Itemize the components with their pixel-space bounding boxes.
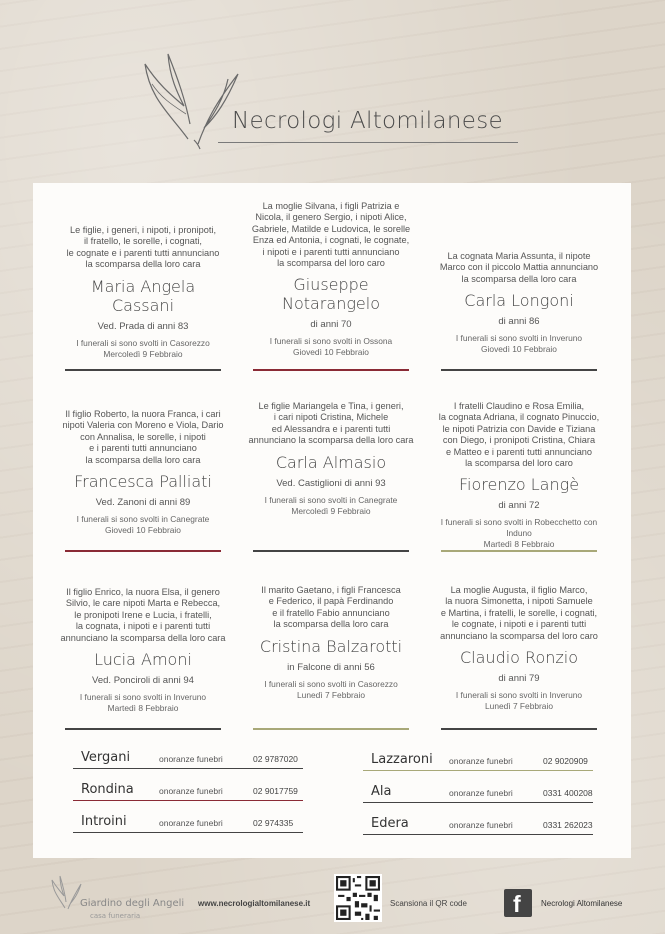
funeral-line: I funerali si sono svolti in Inveruno (455, 690, 583, 701)
page-title: Necrologi Altomilanese (232, 108, 503, 134)
funeral-info (57, 692, 229, 714)
funeral-line: I funerali si sono svolti in Inveruno (455, 333, 583, 344)
angel-logo-icon (50, 874, 82, 912)
deceased-name (433, 475, 605, 494)
obituary-card (433, 251, 605, 355)
logo-subtitle: casa funeraria (90, 912, 141, 920)
directory-divider (73, 832, 303, 834)
obituary-intro (245, 401, 417, 447)
name-line: Maria Angela (90, 276, 196, 296)
deceased-name (57, 277, 229, 315)
funeral-line: I funerali si sono svolti in Casorezzo (76, 337, 210, 348)
deceased-age: Ved. Zanoni di anni 89 (95, 497, 191, 509)
directory-divider (363, 802, 593, 804)
card-divider (65, 550, 221, 552)
intro-line: la scomparsa della loro cara (85, 454, 201, 465)
card-divider (65, 369, 221, 371)
card-divider (65, 728, 221, 730)
intro-line: annunciano la scomparsa della loro cara (248, 435, 414, 446)
intro-line: le cognate, i nipoti e i parenti tutti (451, 619, 587, 630)
obituary-card (57, 225, 229, 360)
obituary-intro (433, 251, 605, 285)
name-line: Lucia Amoni (94, 650, 192, 670)
deceased-name (433, 291, 605, 310)
funeral-line: Giovedì 10 Febbraio (105, 525, 181, 536)
funeral-home-name: Rondina (81, 782, 134, 797)
funeral-line: Martedì 8 Febbraio (107, 703, 179, 714)
intro-line: ed Alessandra e i parenti tutti (271, 423, 391, 434)
funeral-info (57, 514, 229, 536)
funeral-info (57, 338, 229, 360)
funeral-line: Giovedì 10 Febbraio (481, 344, 557, 355)
intro-line: nipoti Valeria con Moreno e Viola, Dario (62, 420, 224, 431)
intro-line: La moglie Augusta, il figlio Marco, (450, 585, 588, 595)
intro-line: e il fratello Fabio annunciano (272, 607, 390, 618)
directory-entry (73, 779, 303, 801)
intro-line: Gabriele, Matilde e Ludovica, le sorelle (251, 223, 411, 234)
obituary-intro (245, 585, 417, 631)
name-line: Cassani (111, 295, 175, 315)
intro-line: le pronipoti Irene e Lucia, i fratelli, (74, 609, 212, 620)
funeral-line: Mercoledì 9 Febbraio (291, 505, 371, 516)
intro-line: Il marito Gaetano, i figli Francesca (261, 585, 401, 595)
intro-line: Nicola, il genero Sergio, i nipoti Alice, (255, 212, 407, 223)
deceased-age: di anni 86 (498, 316, 540, 328)
funeral-info (433, 333, 605, 355)
funeral-line: Mercoledì 9 Febbraio (103, 348, 183, 359)
intro-line: La moglie Silvana, i figli Patrizia e (262, 201, 400, 211)
funeral-line: Giovedì 10 Febbraio (293, 347, 369, 358)
intro-line: I fratelli Claudino e Rosa Emilia, (453, 401, 585, 411)
deceased-age: Ved. Ponciroli di anni 94 (92, 675, 194, 687)
funeral-home-phone[interactable]: 0331 400208 (543, 788, 593, 798)
funeral-home-name: Edera (371, 816, 409, 831)
intro-line: annunciano la scomparsa della loro cara (60, 632, 226, 643)
deceased-age: di anni 79 (498, 673, 540, 685)
intro-line: e Martina, i fratelli, le sorelle, i cognati, (440, 607, 598, 618)
obituary-card (245, 401, 417, 517)
intro-line: La cognata Maria Assunta, il nipote (447, 251, 591, 261)
obituary-intro (433, 401, 605, 469)
deceased-age: Ved. Prada di anni 83 (97, 320, 189, 332)
name-line: Notarangelo (281, 294, 381, 314)
intro-line: la scomparsa del loro caro (465, 458, 573, 469)
deceased-age: in Falcone di anni 56 (287, 661, 375, 673)
funeral-home-label: onoranze funebri (159, 754, 223, 764)
directory-divider (73, 768, 303, 770)
intro-line: Le figlie, i generi, i nipoti, i pronipoti, (69, 225, 217, 235)
title-divider (218, 142, 518, 143)
name-line: Cristina Balzarotti (259, 636, 403, 656)
directory-divider (73, 800, 303, 802)
intro-line: Silvio, le care nipoti Marta e Rebecca, (65, 598, 221, 609)
intro-line: i cari nipoti Cristina, Michele (273, 412, 389, 423)
intro-line: la cognata Adriana, il cognato Pinuccio, (438, 412, 600, 423)
intro-line: la scomparsa del loro caro (277, 258, 385, 269)
funeral-home-phone[interactable]: 02 9020909 (543, 756, 588, 766)
funeral-home-label: onoranze funebri (449, 820, 513, 830)
intro-line: e i parenti tutti annunciano (89, 443, 197, 454)
intro-line: la scomparsa della loro cara (85, 259, 201, 270)
directory-entry (363, 781, 593, 803)
directory-divider (363, 834, 593, 836)
obituary-intro (57, 587, 229, 644)
intro-line: le nipoti Patrizia con Davide e Tiziana (442, 423, 596, 434)
funeral-line: I funerali si sono svolti in Robecchetto con Induno (440, 517, 598, 539)
name-line: Carla Longoni (464, 291, 574, 311)
intro-line: Il figlio Roberto, la nuora Franca, i cari (65, 409, 221, 419)
funeral-line: I funerali si sono svolti in Ossona (269, 336, 393, 347)
funeral-info (433, 517, 605, 550)
qr-code-icon[interactable] (334, 874, 382, 922)
funeral-home-phone[interactable]: 0331 262023 (543, 820, 593, 830)
directory-entry (73, 811, 303, 833)
obituary-card (245, 585, 417, 701)
deceased-age: di anni 72 (498, 500, 540, 512)
deceased-name (433, 648, 605, 667)
intro-line: Il figlio Enrico, la nuora Elsa, il genero (66, 587, 220, 597)
card-divider (441, 550, 597, 552)
funeral-line: I funerali si sono svolti in Canegrate (76, 514, 210, 525)
directory-divider (363, 770, 593, 772)
funeral-line: I funerali si sono svolti in Inveruno (79, 692, 207, 703)
directory-entry (73, 747, 303, 769)
card-divider (253, 550, 409, 552)
obituary-intro (433, 585, 605, 642)
intro-line: e Federico, il papà Ferdinando (268, 596, 394, 607)
funeral-line: I funerali si sono svolti in Casorezzo (264, 678, 398, 689)
intro-line: la cognata, i nipoti e i parenti tutti (75, 621, 211, 632)
obituary-card (433, 585, 605, 712)
name-line: Claudio Ronzio (460, 648, 578, 668)
funeral-home-name: Introini (81, 814, 127, 829)
footer (0, 862, 665, 934)
funeral-info (245, 679, 417, 701)
funeral-line: I funerali si sono svolti in Canegrate (264, 494, 398, 505)
name-line: Carla Almasio (275, 452, 387, 472)
obituaries-panel (33, 183, 631, 858)
intro-line: il fratello, le sorelle, i cognati, (84, 236, 202, 247)
deceased-name (245, 275, 417, 313)
funeral-home-label: onoranze funebri (449, 788, 513, 798)
header (0, 0, 665, 175)
card-divider (253, 728, 409, 730)
intro-line: le cognate e i parenti tutti annunciano (66, 247, 220, 258)
name-line: Giuseppe (293, 275, 369, 295)
deceased-age: di anni 70 (310, 319, 352, 331)
funeral-home-name: Ala (371, 784, 392, 799)
deceased-name (57, 650, 229, 669)
facebook-page-name[interactable]: Necrologi Altomilanese (541, 899, 623, 908)
name-line: Francesca Palliati (74, 472, 212, 492)
intro-line: la nuora Simonetta, i nipoti Samuele (445, 596, 593, 607)
intro-line: con Diego, i pronipoti Cristina, Chiara (442, 435, 596, 446)
intro-line: Le figlie Mariangela e Tina, i generi, (258, 401, 404, 411)
funeral-info (433, 690, 605, 712)
intro-line: la scomparsa della loro cara (461, 273, 577, 284)
intro-line: la scomparsa della loro cara (273, 619, 389, 630)
intro-line: annunciano la scomparsa del loro caro (440, 630, 598, 641)
website-link[interactable]: www.necrologialtomilanese.it (198, 899, 311, 908)
funeral-info (245, 495, 417, 517)
scan-qr-text: Scansiona il QR code (390, 899, 467, 908)
logo-name: Giardino degli Angeli (80, 898, 185, 909)
intro-line: con Annalisa, le sorelle, i nipoti (80, 431, 206, 442)
funeral-line: Lunedì 7 Febbraio (297, 689, 365, 700)
funeral-home-phone[interactable]: 02 974335 (253, 818, 294, 828)
directory-entry (363, 813, 593, 835)
funeral-home-phone[interactable]: 02 9017759 (253, 786, 298, 796)
directory-entry (363, 749, 593, 771)
intro-line: Enza ed Antonia, i cognati, le cognate, (252, 235, 410, 246)
deceased-name (245, 453, 417, 472)
funeral-home-label: onoranze funebri (449, 756, 513, 766)
card-divider (441, 369, 597, 371)
funeral-info (245, 336, 417, 358)
obituary-card (57, 587, 229, 714)
funeral-home-name: Lazzaroni (371, 752, 433, 767)
funeral-home-label: onoranze funebri (159, 786, 223, 796)
facebook-icon[interactable]: f (504, 889, 532, 917)
name-line: Fiorenzo Langè (458, 475, 580, 495)
deceased-name (245, 637, 417, 656)
funeral-line: Lunedì 7 Febbraio (485, 701, 553, 712)
obituary-card (57, 409, 229, 536)
obituary-intro (57, 225, 229, 271)
obituary-card (245, 201, 417, 358)
card-divider (441, 728, 597, 730)
intro-line: i nipoti e i parenti tutti annunciano (262, 246, 400, 257)
deceased-name (57, 472, 229, 491)
deceased-age: Ved. Castiglioni di anni 93 (276, 477, 386, 489)
obituary-intro (245, 201, 417, 269)
obituary-card (433, 401, 605, 550)
obituary-intro (57, 409, 229, 466)
funeral-home-label: onoranze funebri (159, 818, 223, 828)
card-divider (253, 369, 409, 371)
angel-wings-icon (140, 44, 240, 154)
funeral-home-name: Vergani (81, 750, 131, 765)
intro-line: Marco con il piccolo Mattia annunciano (439, 262, 599, 273)
funeral-line: Martedì 8 Febbraio (483, 539, 555, 550)
funeral-home-phone[interactable]: 02 9787020 (253, 754, 298, 764)
intro-line: e Matteo e i parenti tutti annunciano (445, 446, 593, 457)
